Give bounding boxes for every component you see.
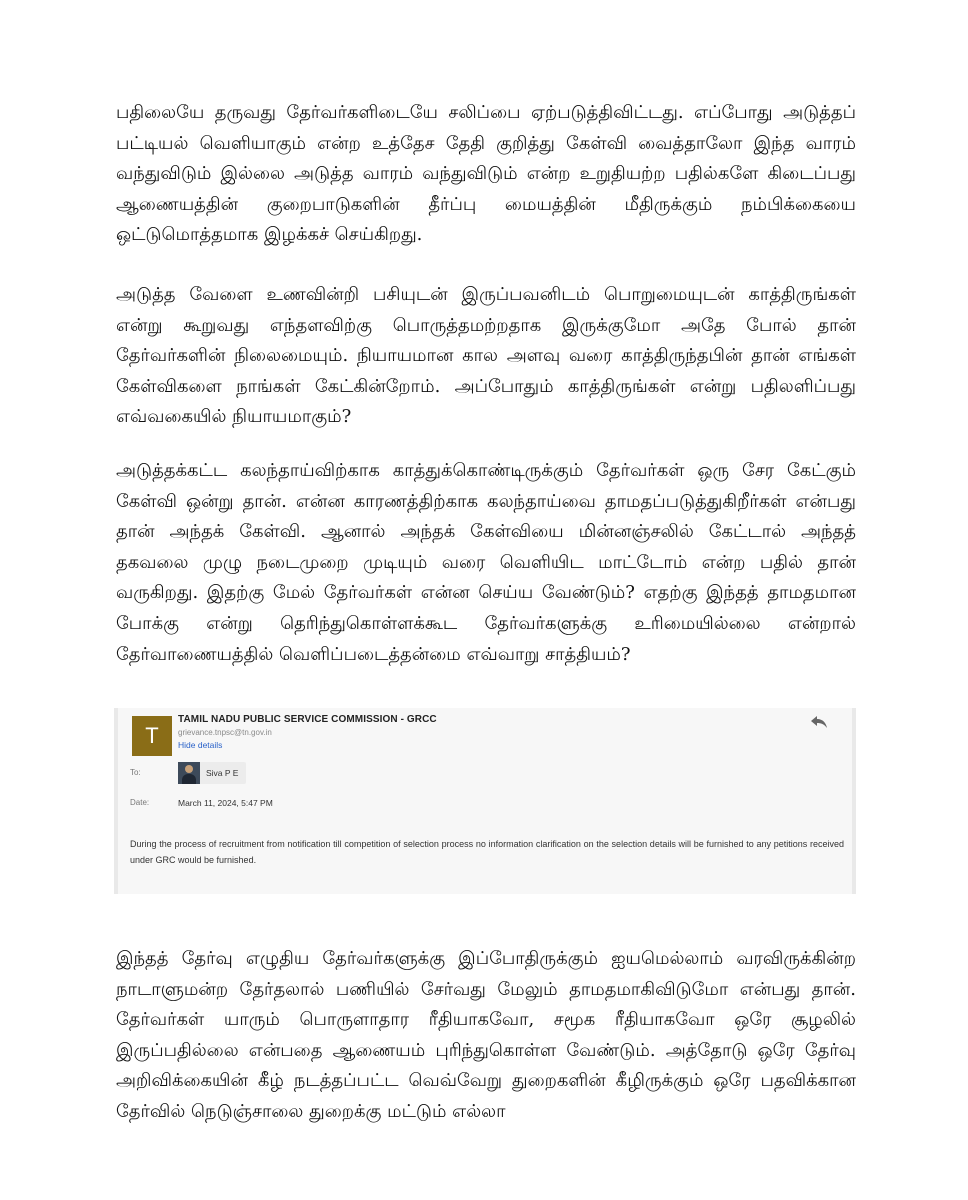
paragraph-1: பதிலையே தருவது தேர்வர்களிடையே சலிப்பை ஏற்படுத்திவிட்டது. எப்போது அடுத்தப் பட்டியல் வெளியாகும் என்ற உத்தேச தேதி குறித்து கேள்வி வைத்தாலோ இந்த வாரம் வந்துவிடும் இல்லை அடுத்த வாரம் வந்துவிடும் என்ற உறுதியற்ற பதில்களே கிடைப்பது ஆணையத்தின் குறைபாடுகளின் தீர்ப்பு மையத்தின் மீதிருக்கும் நம்பிக்கையை ஒட்டுமொத்தமாக இழக்கச் செய்கிறது. <box>116 102 856 246</box>
email-screenshot <box>114 708 856 894</box>
recipient-avatar <box>178 762 200 784</box>
email-sender-name: TAMIL NADU PUBLIC SERVICE COMMISSION - GRCC <box>178 714 437 725</box>
recipient-name: Siva P E <box>206 768 239 778</box>
paragraph-2: அடுத்த வேளை உணவின்றி பசியுடன் இருப்பவனிடம் பொறுமையுடன் காத்திருங்கள் என்று கூறுவது எந்தளவிற்கு பொருத்தமற்றதாக இருக்குமோ அதே போல் தான் தேர்வர்களின் நிலைமையும். நியாயமான கால அளவு வரை காத்திருந்தபின் தான் எங்கள் கேள்விகளை நாங்கள் கேட்கின்றோம். அப்போதும் காத்திருங்கள் என்று பதிலளிப்பது எவ்வகையில் நியாயமாகும்? <box>116 284 856 428</box>
reply-arrow-icon[interactable] <box>810 714 828 730</box>
paragraph-3: அடுத்தக்கட்ட கலந்தாய்விற்காக காத்துக்கொண்டிருக்கும் தேர்வர்கள் ஒரு சேர கேட்கும் கேள்வி ஒன்று தான். என்ன காரணத்திற்காக கலந்தாய்வை தாமதப்படுத்துகிறீர்கள் என்பது தான் அந்தக் கேள்வி. ஆனால் அந்தக் கேள்வியை மின்னஞ்சலில் கேட்டால் அந்தத் தகவலை முழு நடைமுறை முடியும் வரை வெளியிட மாட்டோம் என்ற பதில் தான் வருகிறது. இதற்கு மேல் தேர்வர்கள் என்ன செய்ய வேண்டும்? எதற்கு இந்தத் தாமதமான போக்கு என்று தெரிந்துகொள்ளக்கூட தேர்வர்களுக்கு உரிமையில்லை என்றால் தேர்வாணையத்தில் வெளிப்படைத்தன்மை எவ்வாறு சாத்தியம்? <box>116 460 856 665</box>
date-label: Date: <box>130 798 150 807</box>
hide-details-link[interactable]: Hide details <box>178 740 223 750</box>
paragraph-4: இந்தத் தேர்வு எழுதிய தேர்வர்களுக்கு இப்போதிருக்கும் ஐயமெல்லாம் வரவிருக்கின்ற நாடாளுமன்ற தேர்தலால் பணியில் சேர்வது மேலும் தாமதமாகிவிடுமோ என்பது தான். தேர்வர்கள் யாரும் பொருளாதார ரீதியாகவோ, சமூக ரீதியாகவோ ஒரே சூழலில் இருப்பதில்லை என்பதை ஆணையம் புரிந்துகொள்ள வேண்டும். அத்தோடு ஒரே தேர்வு அறிவிக்கையின் கீழ் நடத்தப்பட்ட வெவ்வேறு துறைகளின் கீழிருக்கும் ஒரே பதவிக்கான தேர்வில் நெடுஞ்சாலை துறைக்கு மட்டும் எல்லா <box>116 948 856 1122</box>
email-sender-address: grievance.tnpsc@tn.gov.in <box>178 728 272 737</box>
sender-avatar: T <box>132 716 172 756</box>
email-body: During the process of recruitment from notification till competition of selection process no information clarification on the selection details will be furnished to any petitions received under GRC would be furnished. <box>130 839 844 865</box>
recipient-chip[interactable] <box>178 762 246 784</box>
email-date: March 11, 2024, 5:47 PM <box>178 798 273 808</box>
to-label: To: <box>130 768 141 777</box>
